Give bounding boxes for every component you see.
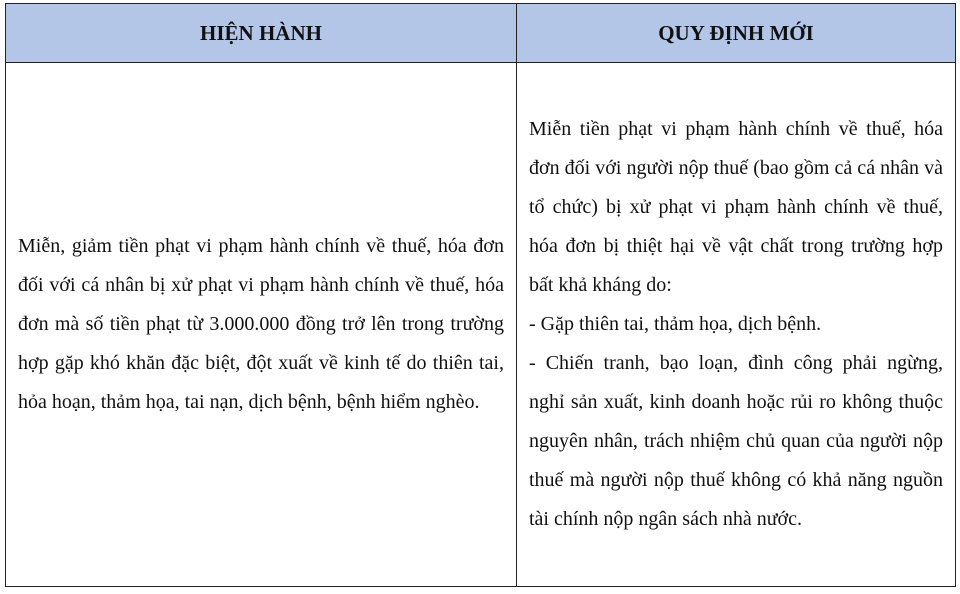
header-new-rule: QUY ĐỊNH MỚI: [517, 4, 956, 63]
current-regulation-cell: [6, 63, 517, 587]
current-regulation-text: Miễn, giảm tiền phạt vi phạm hành chính về thuế, hóa đơn đối với cá nhân bị xử phạt vi phạm hành chính về thuế, hóa đơn mà số tiền phạt từ 3.000.000 đồng trở lên trong trường hợp gặp khó khăn đặc biệt, đột xuất về kinh tế do thiên tai, hỏa hoạn, thảm họa, tai nạn, dịch bệnh, bệnh hiểm nghèo.: [18, 235, 504, 413]
new-regulation-item-war: - Chiến tranh, bạo loạn, đình công phải ngừng, nghỉ sản xuất, kinh doanh hoặc rủi ro không thuộc nguyên nhân, trách nhiệm chủ quan của người nộp thuế mà người nộp thuế không có khả năng nguồn tài chính nộp ngân sách nhà nước.: [529, 352, 943, 530]
header-current: HIỆN HÀNH: [6, 4, 517, 63]
content-row: [6, 63, 956, 587]
new-regulation-cell: [517, 63, 956, 587]
comparison-table: [5, 3, 956, 587]
new-regulation-item-disaster: - Gặp thiên tai, thảm họa, dịch bệnh.: [529, 313, 822, 335]
new-regulation-intro: Miễn tiền phạt vi phạm hành chính về thuế, hóa đơn đối với người nộp thuế (bao gồm cả cá nhân và tổ chức) bị xử phạt vi phạm hành chính về thuế, hóa đơn bị thiệt hại về vật chất trong trường hợp bất khả kháng do:: [529, 118, 943, 296]
header-row: [6, 4, 956, 63]
